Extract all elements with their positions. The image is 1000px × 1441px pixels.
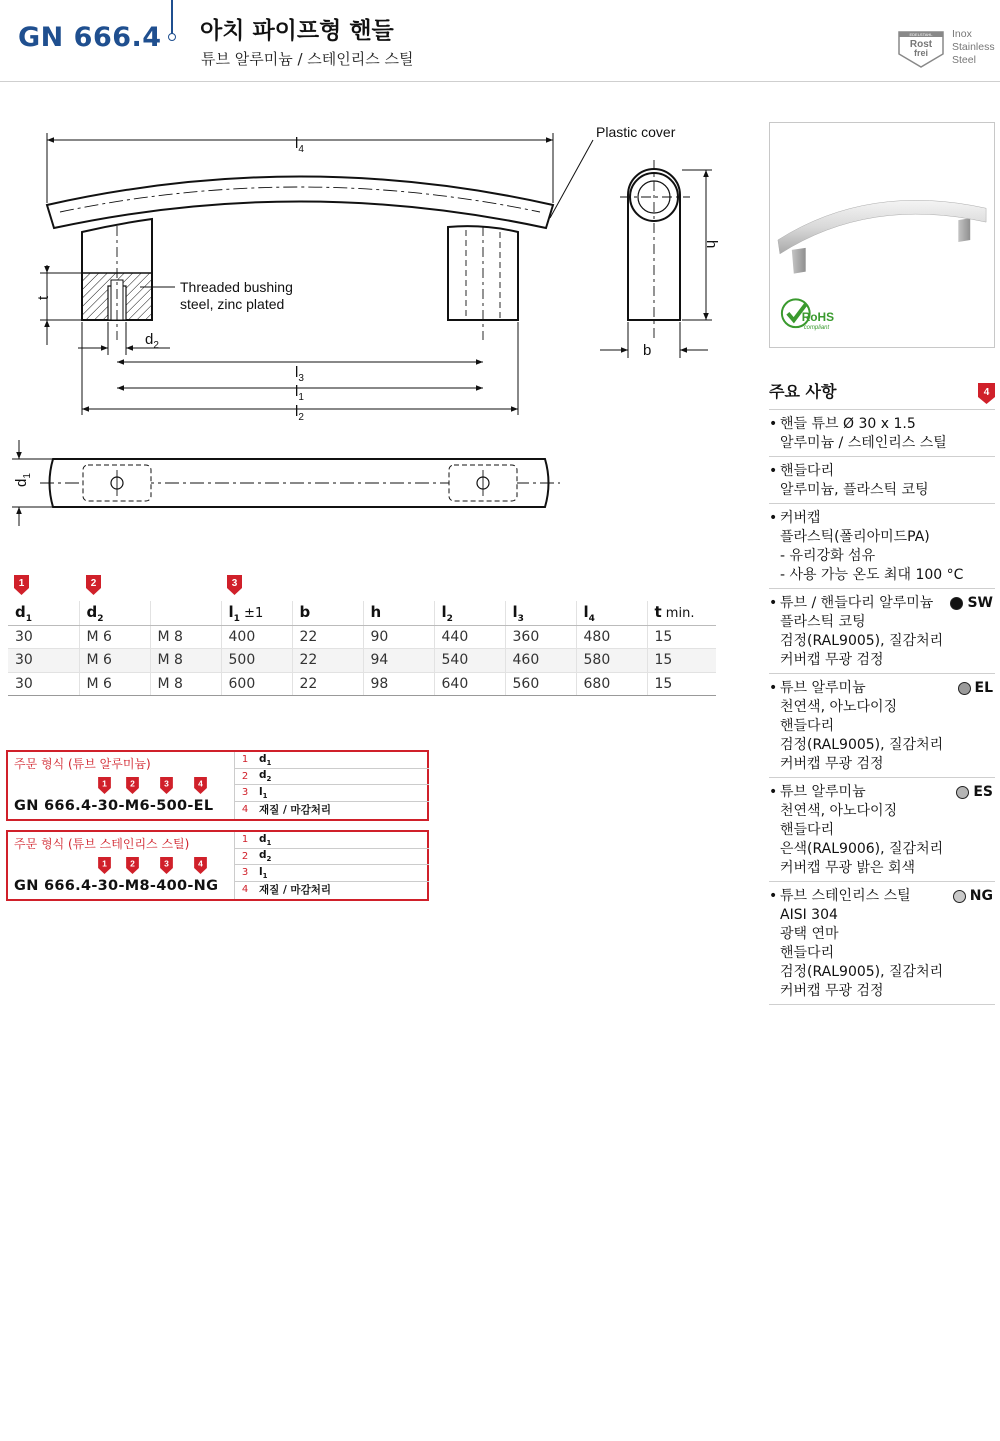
legend-number: 2 [241, 770, 249, 782]
rostfrei-badge-icon [898, 28, 944, 68]
side-view [47, 177, 553, 341]
color-swatch-icon [958, 682, 971, 695]
table-cell: 360 [505, 625, 576, 649]
feature-item [769, 589, 995, 674]
feature-line: • 튜브 스테인리스 스틸 [769, 887, 995, 906]
badge-caption-line: Stainless [952, 41, 995, 53]
table-cell: 30 [8, 649, 79, 673]
label-d2-sub: 2 [153, 340, 159, 351]
column-markers [14, 575, 714, 597]
table-cell: 440 [434, 625, 505, 649]
svg-text:3: 3 [164, 778, 169, 789]
legend-text: $d_2$ [259, 849, 272, 864]
label-l3-sub: 3 [298, 373, 304, 384]
table-header-cell [363, 601, 434, 625]
table-cell: 460 [505, 649, 576, 673]
feature-line: - 유리강화 섬유 [780, 548, 876, 564]
feature-line: • 핸들다리 [769, 462, 995, 481]
feature-line: 은색(RAL9006), 질감처리 [780, 841, 944, 857]
marker-4-icon [978, 383, 995, 404]
legend-number: 4 [241, 884, 249, 896]
feature-line: • 핸들 튜브 Ø 30 x 1.5 [769, 415, 995, 434]
table-cell: 560 [505, 672, 576, 696]
table-cell: 98 [363, 672, 434, 696]
page-title: 아치 파이프형 핸들 [200, 18, 394, 44]
table-cell: 90 [363, 625, 434, 649]
legend-row [235, 832, 429, 849]
table-cell: M 8 [150, 649, 221, 673]
header-sub: 2 [446, 614, 453, 625]
label-threaded-2: steel, zinc plated [180, 296, 285, 312]
badge-caption-line: Steel [952, 54, 976, 66]
table-cell: 15 [647, 672, 716, 696]
label-h: h [703, 240, 720, 249]
label-l2: l [295, 403, 299, 420]
badge-main-text-2: frei [913, 48, 929, 58]
table-row [8, 649, 716, 673]
order-code: GN 666.4-30-M6-500-EL [14, 798, 214, 814]
legend-number: 3 [241, 867, 249, 879]
legend-row [235, 849, 429, 866]
badge-main-text-1: Rost [909, 39, 933, 50]
badge-caption [952, 28, 995, 67]
table-header-cell [221, 601, 292, 625]
feature-line: • 튜브 / 핸들다리 알루미늄 [769, 594, 995, 613]
label-d1-sub: 1 [22, 473, 33, 479]
label-b: b [643, 342, 652, 359]
finish-code-text: ES [973, 784, 993, 800]
feature-line: • 커버캡 [769, 509, 995, 528]
header-main: h [370, 603, 382, 622]
feature-line: 천연색, 아노다이징 [780, 699, 898, 715]
color-swatch-icon [953, 890, 966, 903]
header-main: l [228, 603, 234, 622]
feature-line: 알루미늄 / 스테인리스 스틸 [780, 435, 947, 451]
table-cell: M 8 [150, 672, 221, 696]
legend-row [235, 882, 429, 899]
features-list [769, 409, 995, 1005]
feature-line: 검정(RAL9005), 질감처리 [780, 964, 944, 980]
order-example-box [6, 750, 429, 821]
page-subtitle: 튜브 알루미늄 / 스테인리스 스틸 [201, 50, 414, 68]
table-cell: 22 [292, 649, 363, 673]
svg-text:1: 1 [102, 858, 107, 869]
svg-text:2: 2 [130, 778, 135, 789]
svg-text:d1 [13, 473, 33, 487]
number-marker-icon [14, 575, 29, 595]
table-header-cell [576, 601, 647, 625]
rohs-text: RoHS [801, 310, 835, 325]
header-extra: ±1 [239, 606, 264, 622]
spec-table [8, 601, 716, 696]
product-photo [769, 122, 995, 348]
legend-row [235, 785, 429, 802]
finish-code [958, 679, 993, 698]
finish-code-text: NG [969, 888, 993, 904]
features-title: 주요 사항 [769, 382, 837, 401]
number-marker-icon [98, 857, 111, 874]
table-row [8, 672, 716, 696]
order-code: GN 666.4-30-M8-400-NG [14, 878, 219, 894]
feature-line: 알루미늄, 플라스틱 코팅 [780, 482, 929, 498]
header-main: d [15, 603, 26, 622]
legend-text: 재질 / 마감처리 [259, 883, 332, 896]
feature-line: • 튜브 알루미늄 [769, 783, 995, 802]
legend-row [235, 769, 429, 786]
table-cell: 15 [647, 625, 716, 649]
pin-icon [168, 0, 176, 44]
svg-text:2: 2 [90, 578, 97, 589]
label-threaded-1: Threaded bushing [180, 279, 293, 295]
legend-text: 재질 / 마감처리 [259, 803, 332, 816]
svg-text:l2 [295, 403, 304, 423]
table-cell: 580 [576, 649, 647, 673]
legend-number: 4 [241, 804, 249, 816]
svg-text:4: 4 [198, 858, 203, 869]
label-l4: l [295, 135, 299, 152]
feature-item [769, 674, 995, 778]
legend-text: $l_1$ [259, 785, 268, 800]
svg-text:l3 [295, 364, 304, 384]
feature-line: 천연색, 아노다이징 [780, 803, 898, 819]
table-header-row [8, 601, 716, 625]
table-cell: 640 [434, 672, 505, 696]
label-l3: l [295, 364, 299, 381]
finish-code [950, 594, 993, 613]
label-plastic-cover: Plastic cover [596, 124, 676, 140]
header-main: d [86, 603, 98, 622]
number-marker-icon [160, 777, 173, 794]
legend-text: $l_1$ [259, 865, 268, 880]
number-marker-icon [86, 575, 101, 595]
table-cell: 680 [576, 672, 647, 696]
order-label: 주문 형식 (튜브 알루미늄) [14, 757, 151, 771]
order-legend [234, 832, 429, 899]
label-l2-sub: 2 [298, 412, 304, 423]
feature-line: - 사용 가능 온도 최대 100 °C [780, 567, 964, 583]
feature-line: 커버캡 무광 검정 [780, 756, 884, 772]
feature-line: 광택 연마 [780, 926, 839, 942]
feature-line: • 튜브 알루미늄 [769, 679, 995, 698]
number-marker-icon [126, 777, 139, 794]
feature-line: 검정(RAL9005), 질감처리 [780, 737, 944, 753]
legend-row [235, 865, 429, 882]
table-header-cell [505, 601, 576, 625]
badge-caption-line: Inox [952, 28, 972, 40]
table-cell: 30 [8, 625, 79, 649]
label-l1: l [295, 383, 299, 400]
svg-text:1: 1 [102, 778, 107, 789]
header-sub: 3 [517, 614, 524, 625]
finish-code [956, 783, 993, 802]
svg-text:3: 3 [164, 858, 169, 869]
table-header-cell [434, 601, 505, 625]
legend-number: 1 [241, 754, 249, 766]
table-cell: 540 [434, 649, 505, 673]
table-cell: 30 [8, 672, 79, 696]
finish-code-text: SW [967, 595, 993, 611]
table-header-cell [79, 601, 150, 625]
label-d2: d [145, 331, 154, 348]
color-swatch-icon [950, 597, 963, 610]
label-l1-sub: 1 [298, 392, 304, 403]
header-extra: min. [661, 606, 695, 622]
top-view [40, 459, 560, 507]
table-header-cell [150, 601, 221, 625]
number-marker-icon [98, 777, 111, 794]
feature-line: 커버캡 무광 검정 [780, 652, 884, 668]
header-main: t [654, 603, 662, 622]
svg-text:4: 4 [983, 387, 990, 398]
rohs-logo-icon [782, 299, 834, 331]
table-cell: M 6 [79, 672, 150, 696]
legend-number: 1 [241, 834, 249, 846]
feature-line: 플라스틱(폴리아미드PA) [780, 529, 930, 545]
feature-item [769, 410, 995, 457]
feature-item [769, 778, 995, 882]
svg-text:2: 2 [130, 858, 135, 869]
badge-small-text: EDELSTAHL [909, 32, 933, 38]
order-label: 주문 형식 (튜브 스테인리스 스틸) [14, 837, 190, 851]
feature-line: 커버캡 무광 밝은 회색 [780, 860, 916, 876]
label-d1: d [13, 478, 30, 487]
table-cell: 15 [647, 649, 716, 673]
header-sub: 4 [588, 614, 595, 625]
svg-text:3: 3 [231, 578, 238, 589]
feature-line: 핸들다리 [780, 945, 835, 961]
finish-code-text: EL [974, 680, 993, 696]
table-cell: 500 [221, 649, 292, 673]
feature-item [769, 882, 995, 1005]
table-row [8, 625, 716, 649]
table-cell: 22 [292, 672, 363, 696]
table-cell: 94 [363, 649, 434, 673]
header-main: l [441, 603, 447, 622]
svg-text:l1 [295, 383, 304, 403]
legend-row [235, 752, 429, 769]
feature-item [769, 457, 995, 504]
number-marker-icon [160, 857, 173, 874]
legend-number: 2 [241, 850, 249, 862]
table-header-cell [8, 601, 79, 625]
header-main: b [299, 603, 311, 622]
number-marker-icon [194, 857, 207, 874]
legend-number: 3 [241, 787, 249, 799]
svg-text:1: 1 [18, 578, 25, 589]
order-legend [234, 752, 429, 819]
header-main: l [512, 603, 518, 622]
table-header-cell [647, 601, 716, 625]
table-cell: 22 [292, 625, 363, 649]
technical-drawing [0, 100, 740, 530]
legend-text: $d_1$ [259, 832, 272, 847]
label-l4-sub: 4 [298, 144, 304, 155]
page-header [0, 0, 1000, 82]
legend-text: $d_1$ [259, 752, 272, 767]
number-marker-icon [126, 857, 139, 874]
table-cell: 600 [221, 672, 292, 696]
table-cell: 480 [576, 625, 647, 649]
end-view [620, 160, 690, 340]
legend-text: $d_2$ [259, 769, 272, 784]
feature-line: AISI 304 [780, 907, 838, 923]
feature-line: 핸들다리 [780, 822, 835, 838]
number-marker-icon [227, 575, 242, 595]
finish-code [953, 887, 993, 906]
svg-text:l4 [295, 135, 304, 155]
table-cell: 400 [221, 625, 292, 649]
number-marker-icon [194, 777, 207, 794]
feature-item [769, 504, 995, 589]
header-sub: 1 [233, 614, 240, 625]
table-header-cell [292, 601, 363, 625]
label-t: t [35, 295, 52, 300]
feature-line: 커버캡 무광 검정 [780, 983, 884, 999]
svg-text:4: 4 [198, 778, 203, 789]
legend-row [235, 802, 429, 819]
header-sub: 1 [25, 614, 33, 625]
table-cell: M 6 [79, 649, 150, 673]
header-sub: 2 [97, 614, 104, 625]
order-example-box [6, 830, 429, 901]
feature-line: 플라스틱 코팅 [780, 614, 866, 630]
color-swatch-icon [956, 786, 969, 799]
header-main: l [583, 603, 589, 622]
product-code: GN 666.4 [18, 22, 162, 53]
table-cell: M 8 [150, 625, 221, 649]
feature-line: 검정(RAL9005), 질감처리 [780, 633, 944, 649]
table-cell: M 6 [79, 625, 150, 649]
rohs-compliant-text: compliant [803, 325, 830, 332]
feature-line: 핸들다리 [780, 718, 835, 734]
